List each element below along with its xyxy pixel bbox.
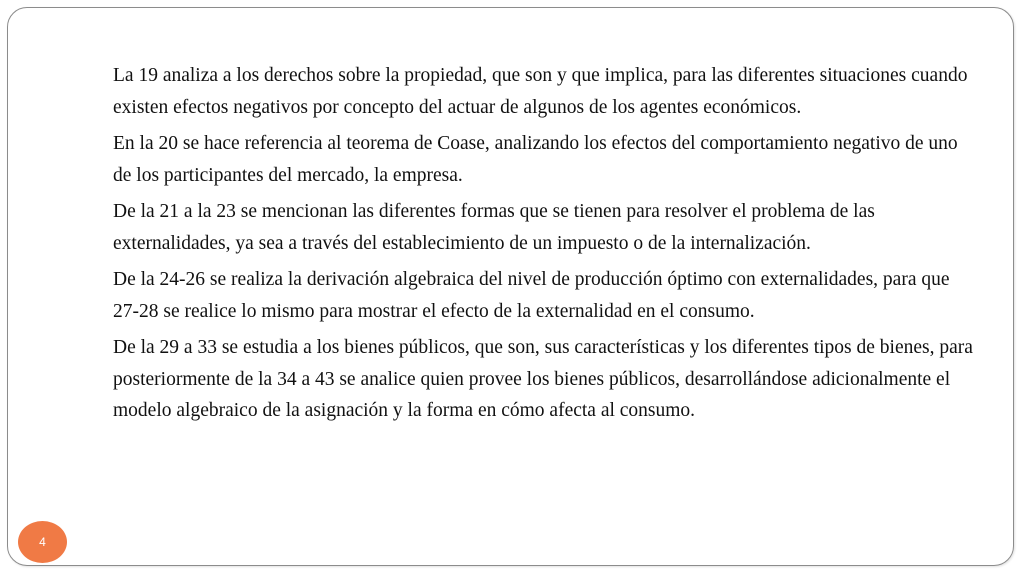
paragraph-1: La 19 analiza a los derechos sobre la propiedad, que son y que implica, para las diferentes situaciones cuando existen efectos negativos por concepto del actuar de algunos de los agentes económicos.: [113, 65, 968, 118]
paragraph-2: En la 20 se hace referencia al teorema de Coase, analizando los efectos del comportamiento negativo de uno de los participantes del mercado, la empresa.: [113, 133, 958, 186]
slide-body: [113, 60, 973, 432]
page-number-badge: 4: [18, 521, 67, 563]
paragraph-4: De la 24-26 se realiza la derivación algebraica del nivel de producción óptimo con externalidades, para que 27-28 se realice lo mismo para mostrar el efecto de la externalidad en el consumo.: [113, 269, 950, 322]
paragraph-3: De la 21 a la 23 se mencionan las diferentes formas que se tienen para resolver el problema de las externalidades, ya sea a través del establecimiento de un impuesto o de la internalización.: [113, 201, 875, 254]
paragraph-5: De la 29 a 33 se estudia a los bienes públicos, que son, sus características y los diferentes tipos de bienes, para posteriormente de la 34 a 43 se analice quien provee los bienes públicos, desarrollándose adicionalmente el modelo algebraico de la asignación y la forma en cómo afecta al consumo.: [113, 337, 973, 421]
